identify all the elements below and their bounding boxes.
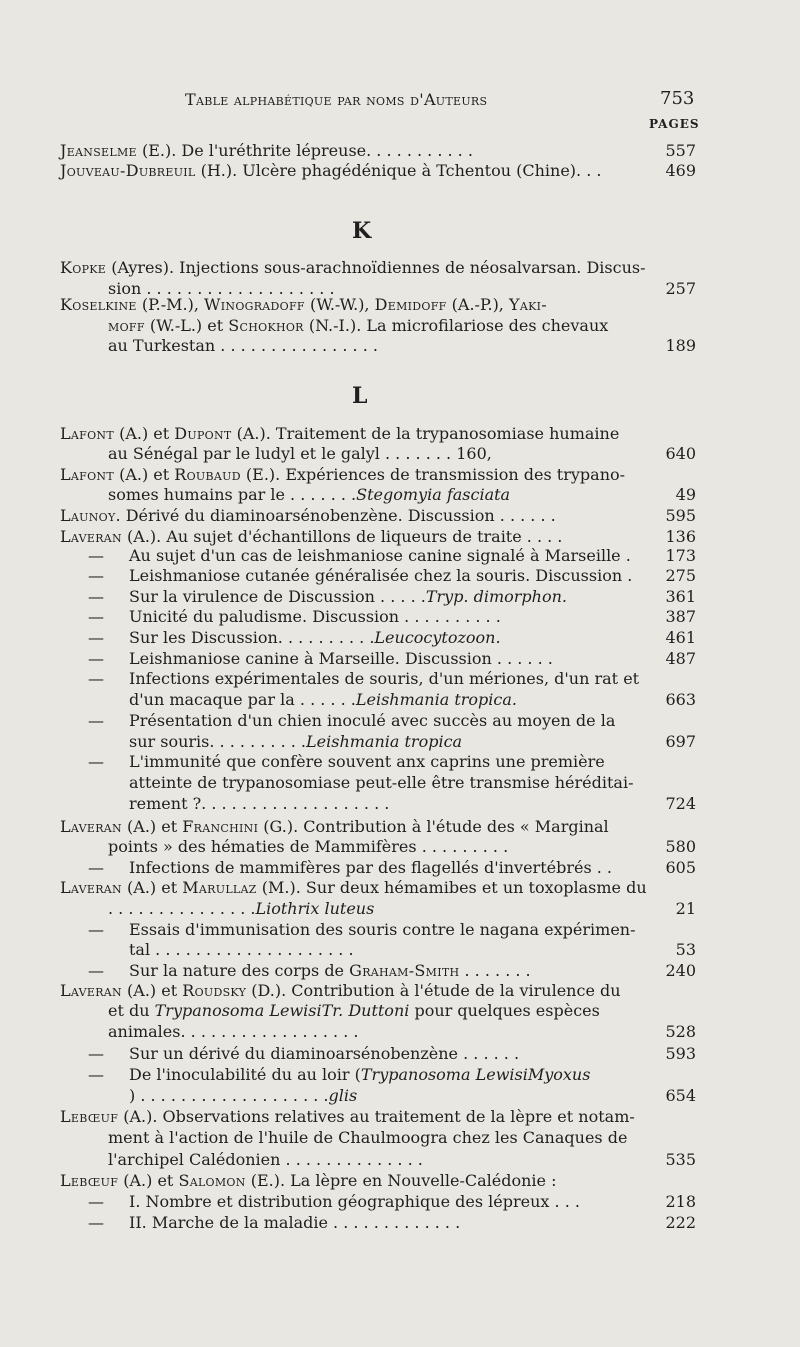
entry-fragment: Leishmaniose cutanée généralisée chez la souris. Discussion . (129, 566, 633, 585)
index-line (0, 816, 800, 837)
entry-text (129, 710, 615, 731)
entry-text (129, 751, 605, 772)
entry-fragment: somes humains par le (108, 485, 291, 504)
entry-fragment: (M.). Sur deux hémamibes et un toxoplasme du (256, 878, 647, 897)
author-name: Franchini (182, 817, 259, 836)
author-name: Lafont (60, 465, 114, 484)
index-line (0, 294, 800, 315)
index-line (0, 939, 800, 960)
ditto-dash: — (88, 587, 104, 606)
page-reference: 136 (665, 527, 696, 546)
entry-fragment: et du (108, 1001, 155, 1020)
author-name: Koselkine (60, 295, 137, 314)
entry-text (129, 689, 517, 710)
index-line (0, 257, 800, 278)
index-line (0, 565, 800, 586)
index-line (0, 627, 800, 648)
entry-text (129, 606, 501, 627)
page-reference: 469 (665, 161, 696, 180)
entry-text (60, 526, 562, 547)
entry-text (60, 980, 621, 1001)
entry-text (129, 793, 389, 814)
ditto-dash: — (88, 546, 104, 565)
index-line (0, 1106, 800, 1127)
entry-fragment: animales. . . . . . . . . . . . . . . . . . (108, 1022, 359, 1041)
section-letter-k: K (352, 218, 372, 244)
page-reference: 21 (675, 899, 696, 918)
entry-fragment: . . . . . . . (290, 485, 357, 504)
index-line (0, 689, 800, 710)
ditto-dash: — (88, 920, 104, 939)
index-line (0, 586, 800, 607)
author-name: Winogradoff (204, 295, 305, 314)
entry-fragment: Infections de mammifères par des flagellés d'invertébrés . . (129, 858, 613, 877)
entry-fragment: Discussion. . . . . . . . . . (190, 628, 375, 647)
index-line (0, 668, 800, 689)
entry-text (60, 816, 609, 837)
page-reference: 275 (665, 566, 696, 585)
ditto-dash: — (88, 607, 104, 626)
entry-fragment: (A.-P.), (446, 295, 509, 314)
entry-fragment: (A.) et (113, 424, 175, 443)
index-line (0, 751, 800, 772)
entry-fragment: I. Nombre et distribution géographique des lépreux . . . (129, 1192, 580, 1211)
entry-fragment: Sur la virulence de (129, 587, 289, 606)
index-line (0, 140, 800, 161)
entry-text (108, 1000, 600, 1021)
index-line (0, 1212, 800, 1233)
author-name: Dupont (174, 424, 232, 443)
entry-text (129, 1085, 357, 1106)
entry-fragment: Leishmaniose canine à Marseille. Discussion . . . . . . (129, 649, 553, 668)
author-name: Laveran (60, 817, 122, 836)
entry-text (129, 648, 553, 669)
entry-text (129, 731, 462, 752)
index-line (0, 731, 800, 752)
italic-term: Tryp. dimorphon. (425, 587, 567, 606)
entry-text (108, 898, 374, 919)
entry-text (129, 1212, 460, 1233)
page-reference: 535 (665, 1150, 696, 1169)
entry-fragment: L'immunité que confère souvent anx caprins une première (129, 752, 605, 771)
entry-fragment: tal . . . . . . . . . . . . . . . . . . . . (129, 940, 354, 959)
entry-fragment: ment à l'action de l'huile de Chaulmoogra chez les Canaques de (108, 1128, 628, 1147)
author-name: Jouveau-Dubreuil (60, 161, 196, 180)
entry-text (60, 160, 601, 181)
entry-fragment: De l'inoculabilité du (129, 1065, 298, 1084)
index-line (0, 545, 800, 566)
author-name: Lebœuf (60, 1107, 119, 1126)
entry-fragment: Essais d'immunisation des souris contre le nagana expérimen- (129, 920, 636, 939)
entry-fragment: ) . . . . . . . . . . . . . . . . . . . (129, 1086, 329, 1105)
entry-fragment: atteinte de trypanosomiase peut-elle être transmise héréditai- (129, 773, 634, 792)
page-reference: 663 (665, 690, 696, 709)
entry-text (108, 1021, 358, 1042)
page-reference: 697 (665, 732, 696, 751)
author-name: Roudsky (182, 981, 247, 1000)
entry-fragment: au Turkestan . . . . . . . . . . . . . . . . (108, 336, 378, 355)
entry-fragment: (N.-I.). La microfilariose des chevaux (303, 316, 609, 335)
page-reference: 53 (675, 940, 696, 959)
entry-fragment: (A.) et (121, 981, 183, 1000)
ditto-dash: — (88, 628, 104, 647)
entry-text (60, 464, 625, 485)
index-line (0, 980, 800, 1001)
page-reference: 189 (665, 336, 696, 355)
index-line (0, 1191, 800, 1212)
index-line (0, 919, 800, 940)
italic-term: Leucocytozoon. (374, 628, 501, 647)
author-name: Laveran (60, 878, 122, 897)
entry-fragment: (H.). Ulcère phagédénique à Tchentou (Chine). . . (195, 161, 602, 180)
entry-fragment: Sur la nature des corps de (129, 961, 350, 980)
entry-fragment: . Dérivé du diaminoarsénobenzène. Discussion . . . . . . (115, 506, 556, 525)
entry-text (108, 1149, 423, 1170)
ditto-dash: — (88, 961, 104, 980)
index-line (0, 710, 800, 731)
ditto-dash: — (88, 566, 104, 585)
page-reference: 580 (665, 837, 696, 856)
index-line (0, 464, 800, 485)
author-name: Lafont (60, 424, 114, 443)
index-line (0, 1064, 800, 1085)
entry-fragment: (A.) et (118, 1171, 179, 1190)
entry-text (129, 1043, 519, 1064)
entry-fragment: rement ?. . . . . . . . . . . . . . . . . . . (129, 794, 390, 813)
index-line (0, 423, 800, 444)
author-name: Salomon (178, 1171, 246, 1190)
author-name: Demidoff (374, 295, 447, 314)
index-line (0, 960, 800, 981)
index-line (0, 836, 800, 857)
entry-fragment: Au sujet d'un cas de leishmaniose canine signalé à Marseille . (129, 546, 631, 565)
entry-fragment: . . . . . . . (459, 961, 531, 980)
page-reference: 593 (665, 1044, 696, 1063)
page-reference: 257 (665, 279, 696, 298)
author-name: Lebœuf (60, 1171, 119, 1190)
entry-fragment: au Sénégal par le ludyl et le galyl . . . . . . . 160, (108, 444, 492, 463)
index-line (0, 1149, 800, 1170)
entry-text (129, 1191, 580, 1212)
page-reference: 218 (665, 1192, 696, 1211)
page-reference: 487 (665, 649, 696, 668)
page-number: 753 (660, 88, 695, 109)
index-line (0, 443, 800, 464)
index-line (0, 160, 800, 181)
entry-fragment: II. Marche de la maladie . . . . . . . . . . . . . (129, 1213, 461, 1232)
entry-fragment: (A.) et (113, 465, 175, 484)
section-letter-l: L (352, 383, 368, 409)
ditto-dash: — (88, 1192, 104, 1211)
entry-text (60, 505, 556, 526)
entry-text (129, 565, 632, 586)
entry-text (108, 836, 508, 857)
italic-term: Tr. Duttoni (321, 1001, 410, 1020)
entry-fragment: (G.). Contribution à l'étude des « Marginal (258, 817, 609, 836)
entry-text (60, 877, 647, 898)
index-line (0, 1021, 800, 1042)
index-line (0, 1000, 800, 1021)
page-reference: 654 (665, 1086, 696, 1105)
page-reference: 595 (665, 506, 696, 525)
entry-fragment: (W.-W.), (304, 295, 375, 314)
author-name: Yaki- (508, 295, 547, 314)
entry-fragment: l'archipel Calédonien . . . . . . . . . . . . . . (108, 1150, 423, 1169)
entry-text (60, 1106, 635, 1127)
index-line (0, 1127, 800, 1148)
entry-fragment: au loir ( (297, 1065, 361, 1084)
author-name: Roubaud (174, 465, 241, 484)
page-reference: 605 (665, 858, 696, 877)
ditto-dash: — (88, 1213, 104, 1232)
ditto-dash: — (88, 1065, 104, 1084)
page-reference: 240 (665, 961, 696, 980)
entry-text (129, 919, 636, 940)
entry-fragment: sur souris. . . . . . . . . . (129, 732, 307, 751)
italic-term: Liothrix luteus (255, 899, 375, 918)
entry-text (129, 857, 612, 878)
ditto-dash: — (88, 858, 104, 877)
entry-fragment: Unicité du paludisme. Discussion . . . . . . . . . . (129, 607, 501, 626)
entry-fragment: (A.). Traitement de la trypanosomiase humaine (231, 424, 620, 443)
entry-text (60, 423, 619, 444)
entry-fragment: . . . . . . . . . . . . . . . (108, 899, 256, 918)
entry-text (108, 484, 510, 505)
entry-text (60, 257, 646, 278)
index-line (0, 505, 800, 526)
author-name: Jeanselme (60, 141, 137, 160)
index-line (0, 606, 800, 627)
page-reference: 387 (665, 607, 696, 626)
italic-term: Trypanosoma Lewisi (154, 1001, 322, 1020)
entry-text (129, 668, 639, 689)
entry-text (129, 939, 354, 960)
pages-column-label: PAGES (649, 117, 700, 131)
entry-text (108, 443, 492, 464)
entry-fragment: (Ayres). Injections sous-arachnoïdiennes de néosalvarsan. Discus- (106, 258, 646, 277)
author-name: Graham-Smith (349, 961, 460, 980)
index-line (0, 484, 800, 505)
index-line (0, 877, 800, 898)
author-name: Marullaz (182, 878, 257, 897)
entry-text (129, 586, 567, 607)
index-line (0, 1043, 800, 1064)
entry-fragment: (E.). Expériences de transmission des trypano- (240, 465, 626, 484)
entry-fragment: (E.). La lèpre en Nouvelle-Calédonie : (245, 1171, 557, 1190)
entry-fragment: (A.) et (121, 878, 183, 897)
page-reference: 361 (665, 587, 696, 606)
entry-fragment: (A.). Observations relatives au traitement de la lèpre et notam- (118, 1107, 635, 1126)
index-line (0, 335, 800, 356)
entry-fragment: sion . . . . . . . . . . . . . . . . . . . (108, 279, 335, 298)
entry-fragment: d'un macaque par la (129, 690, 300, 709)
entry-fragment: points » des hématies de Mammifères . . . . . . . . . (108, 837, 509, 856)
index-line (0, 526, 800, 547)
entry-text (129, 1064, 590, 1085)
italic-term: Stegomyia fasciata (356, 485, 511, 504)
page-reference: 49 (675, 485, 696, 504)
entry-fragment: (A.). Au sujet d'échantillons de liqueurs de traite . . . . (121, 527, 563, 546)
italic-term: Leishmania tropica (306, 732, 463, 751)
entry-text (108, 1127, 627, 1148)
entry-fragment: Infections expérimentales de souris, d'un mériones, d'un rat et (129, 669, 640, 688)
entry-text (60, 294, 547, 315)
index-line (0, 315, 800, 336)
entry-text (129, 960, 531, 981)
entry-text (60, 140, 473, 161)
index-line (0, 1170, 800, 1191)
entry-fragment: pour quelques espèces (409, 1001, 600, 1020)
entry-text (108, 315, 608, 336)
entry-fragment: . . . . . . (299, 690, 356, 709)
entry-fragment: Discussion . . . . . (288, 587, 426, 606)
entry-text (108, 335, 378, 356)
page-reference: 640 (665, 444, 696, 463)
index-line (0, 772, 800, 793)
entry-fragment: (P.-M.), (136, 295, 204, 314)
author-name: Laveran (60, 527, 122, 546)
page-reference: 557 (665, 141, 696, 160)
author-name: moff (108, 316, 145, 335)
entry-fragment: (E.). De l'uréthrite lépreuse. . . . . . . . . . . (136, 141, 473, 160)
ditto-dash: — (88, 711, 104, 730)
page-reference: 461 (665, 628, 696, 647)
page-reference: 222 (665, 1213, 696, 1232)
author-name: Launoy (60, 506, 116, 525)
ditto-dash: — (88, 649, 104, 668)
ditto-dash: — (88, 669, 104, 688)
index-line (0, 1085, 800, 1106)
entry-fragment: (W.-L.) et (144, 316, 229, 335)
index-line (0, 793, 800, 814)
entry-text (60, 1170, 556, 1191)
entry-text (129, 772, 633, 793)
italic-term: glis (328, 1086, 358, 1105)
running-head: Table alphabétique par noms d'Auteurs (185, 90, 488, 109)
index-line (0, 898, 800, 919)
page-reference: 528 (665, 1022, 696, 1041)
author-name: Schokhor (228, 316, 304, 335)
page-reference: 724 (665, 794, 696, 813)
entry-fragment: Présentation d'un chien inoculé avec succès au moyen de la (129, 711, 616, 730)
italic-term: Leishmania tropica. (355, 690, 517, 709)
ditto-dash: — (88, 1044, 104, 1063)
italic-term: Trypanosoma Lewisi (360, 1065, 528, 1084)
page-reference: 173 (665, 546, 696, 565)
author-name: Kopke (60, 258, 107, 277)
entry-fragment: (A.) et (121, 817, 183, 836)
entry-text (129, 545, 631, 566)
entry-fragment: Sur les (129, 628, 191, 647)
italic-term: Myoxus (527, 1065, 591, 1084)
entry-fragment: (D.). Contribution à l'étude de la virulence du (246, 981, 621, 1000)
index-line (0, 648, 800, 669)
entry-text (129, 627, 501, 648)
index-line (0, 857, 800, 878)
author-name: Laveran (60, 981, 122, 1000)
entry-fragment: Sur un dérivé du diaminoarsénobenzène . . . . . . (129, 1044, 520, 1063)
ditto-dash: — (88, 752, 104, 771)
